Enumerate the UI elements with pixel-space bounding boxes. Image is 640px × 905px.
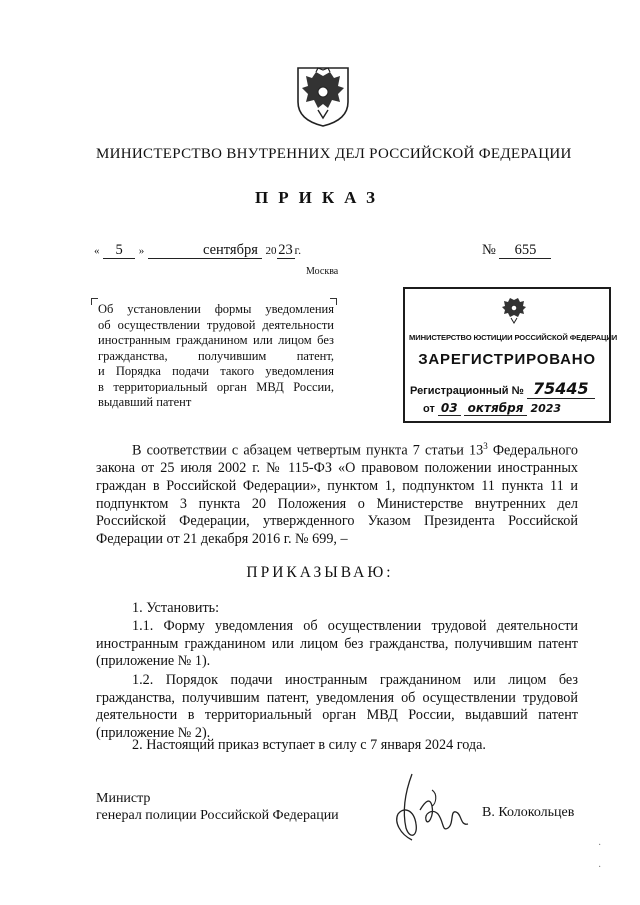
scan-edge-mark: ·	[598, 862, 602, 873]
preamble-text-2: Федерального закона от 25 июля 2002 г. № 115-ФЗ «О правовом положении иностранных граждан в Российской Федерации», пунктом 1, подпунктом 11 пункта 11 и подпунктом 3 пункта 20 Положения о Министерстве внутренних дел Российской Федерации, утвержденного Указом Президента Российской Федерации от 21 декабря 2016 г. № 699, –	[96, 442, 578, 547]
signatory-position	[96, 790, 339, 824]
city: Москва	[306, 266, 339, 277]
number-value: 655	[499, 243, 551, 259]
position-title: Министр	[96, 791, 151, 806]
item-1-1: 1.1. Форму уведомления об осуществлении трудовой деятельности иностранным гражданином или лицом без гражданства, получившим патент (приложение № 1).	[96, 618, 578, 670]
stamp-status: ЗАРЕГИСТРИРОВАНО	[418, 351, 596, 368]
item-1-2: 1.2. Порядок подачи иностранным гражданином или лицом без гражданства, получившим патент, уведомления об осуществлении трудовой деятельности в территориальный орган МВД России, выдавший патент (приложение № 2).	[96, 672, 578, 741]
stamp-reg-number-line	[410, 379, 595, 398]
subject-line: иностранным гражданином или лицом без	[98, 333, 334, 347]
stamp-date-month: октября	[464, 401, 528, 416]
number-sign: №	[482, 242, 496, 258]
scan-edge-mark: ·	[598, 840, 602, 851]
preamble-paragraph	[96, 438, 578, 548]
subject-block	[98, 302, 334, 411]
stamp-date-year: 2023	[530, 402, 562, 415]
registration-stamp	[403, 287, 618, 423]
item-1: 1. Установить:	[132, 600, 220, 616]
date-year-suffix: 23	[278, 242, 293, 258]
subject-line: в территориальный орган МВД России,	[98, 379, 334, 394]
document-type: ПРИКАЗ	[255, 188, 385, 207]
date-line	[94, 242, 301, 259]
stamp-date-line	[423, 401, 561, 415]
subject-line: об осуществлении трудовой деятельности	[98, 317, 334, 332]
stamp-reg-number: 75445	[527, 379, 595, 399]
handwritten-signature	[392, 770, 472, 850]
subject-line: Об установлении формы уведомления	[98, 302, 334, 316]
subject-line: и Порядка подачи такого уведомления	[98, 364, 334, 378]
preamble-superscript: 3	[483, 441, 488, 451]
subject-corner-left	[91, 298, 98, 305]
date-year-abbr: г.	[294, 243, 302, 257]
date-year-prefix: 20	[265, 245, 277, 257]
date-open-quote: «	[94, 245, 100, 257]
order-number	[482, 242, 551, 259]
coat-of-arms-emblem-icon	[292, 62, 354, 128]
date-day: 5	[103, 243, 135, 259]
stamp-emblem-icon	[499, 294, 529, 326]
signatory-name: В. Колокольцев	[482, 805, 575, 820]
subject-line: выдавший патент	[98, 395, 192, 409]
stamp-organization: МИНИСТЕРСТВО ЮСТИЦИИ РОССИЙСКОЙ ФЕДЕРАЦИИ	[409, 333, 618, 342]
stamp-date-day: 03	[438, 401, 461, 416]
item-2: 2. Настоящий приказ вступает в силу с 7 января 2024 года.	[132, 737, 486, 753]
subject-line: гражданства, получившим патент,	[98, 348, 334, 363]
position-rank: генерал полиции Российской Федерации	[96, 808, 339, 823]
stamp-date-label: от	[423, 403, 435, 415]
ministry-name: МИНИСТЕРСТВО ВНУТРЕННИХ ДЕЛ РОССИЙСКОЙ ФЕДЕРАЦИИ	[96, 146, 572, 162]
order-heading: ПРИКАЗЫВАЮ:	[246, 564, 394, 581]
stamp-reg-label: Регистрационный №	[410, 385, 524, 397]
date-close-quote: »	[138, 245, 145, 257]
preamble-text-1: В соответствии с абзацем четвертым пункта 7 статьи 13	[132, 442, 484, 459]
date-month: сентября	[148, 243, 262, 259]
